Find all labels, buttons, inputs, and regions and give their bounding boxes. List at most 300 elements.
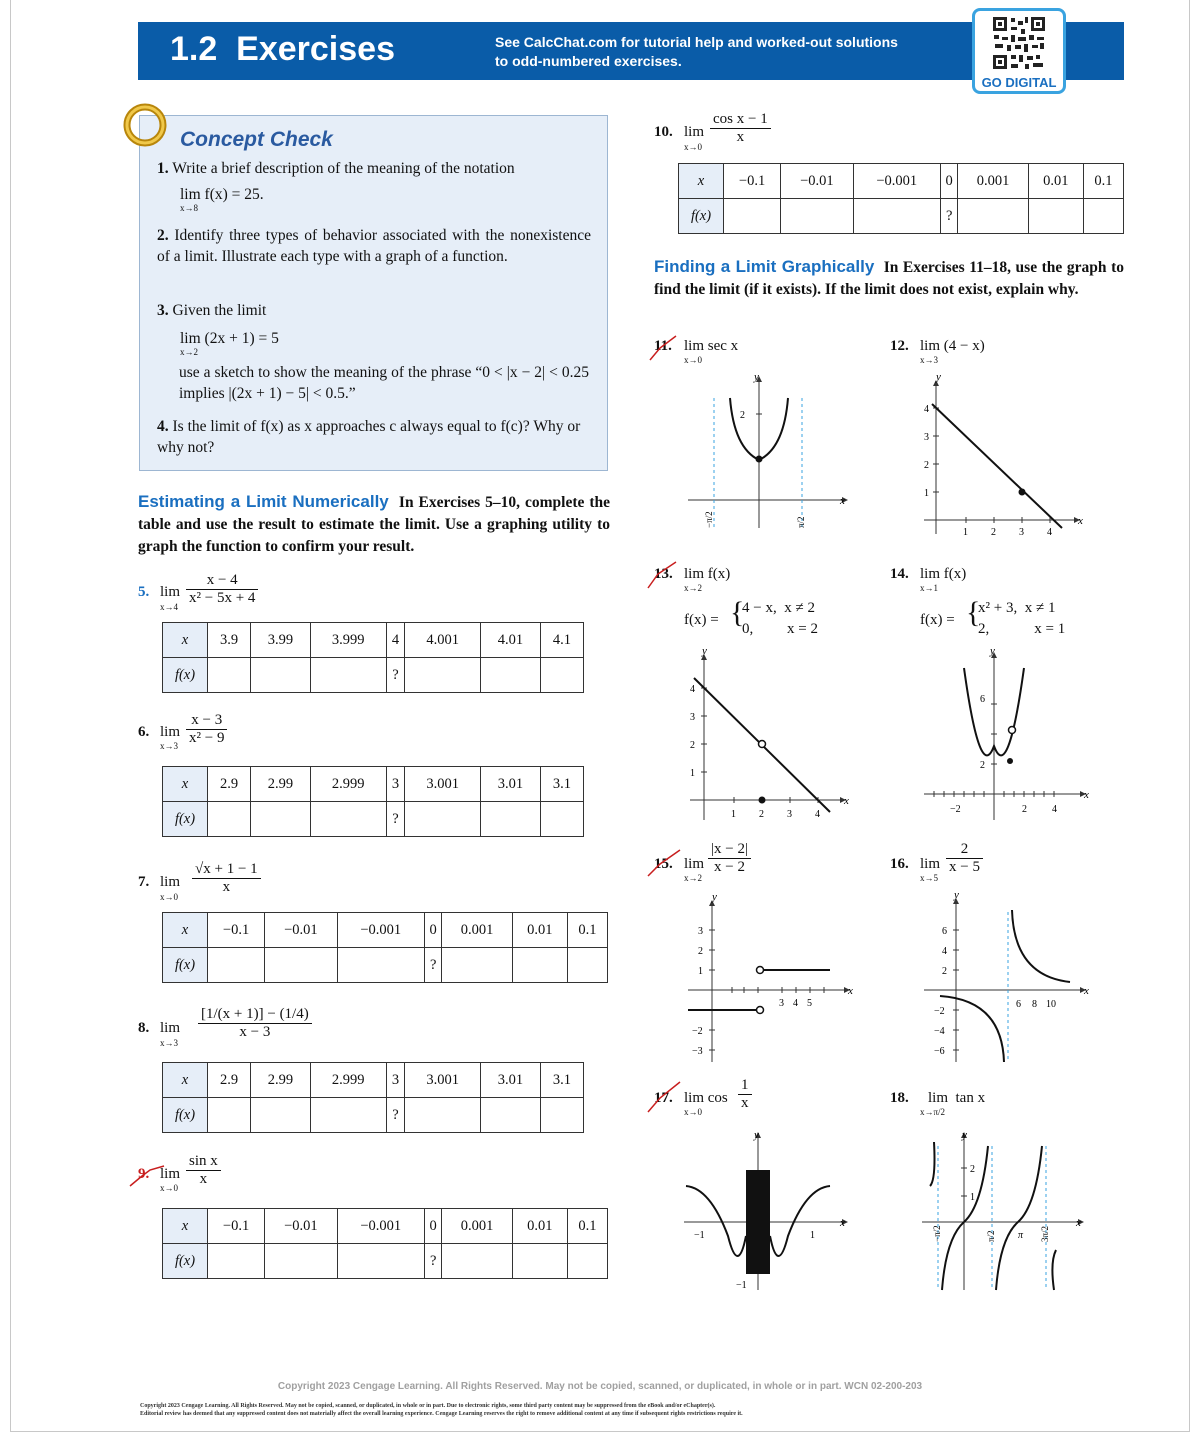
concept-check-ring-icon [123, 103, 167, 147]
fx-cell[interactable] [337, 948, 425, 983]
x-cell: 3 [386, 767, 405, 802]
e6-denominator: x² − 9 [189, 730, 225, 746]
lim-text: lim [920, 566, 941, 582]
tick-label: 4 [815, 809, 820, 820]
table-row [679, 199, 1124, 234]
x-cell: 0.1 [1083, 164, 1123, 199]
open-point [759, 741, 766, 748]
y-axis-label: y [936, 371, 941, 383]
exercise-8-table [162, 1062, 584, 1133]
x-cell: 4 [386, 623, 405, 658]
x-cell: 2.9 [208, 1063, 251, 1098]
fx-cell[interactable] [337, 1244, 425, 1279]
table-row [163, 1244, 608, 1279]
fx-cell[interactable] [481, 658, 541, 693]
y-axis-label: y [754, 371, 759, 383]
graph-15 [684, 892, 860, 1064]
q1-math-text: lim f(x) = 25. [180, 186, 264, 203]
exercise-11-expr [684, 338, 738, 355]
tick-label: −1 [694, 1230, 705, 1241]
x-cell: −0.01 [781, 164, 853, 199]
fx-cell[interactable] [265, 1244, 337, 1279]
fx-cell-unknown: ? [386, 802, 405, 837]
row-label-x: x [679, 164, 724, 199]
tick-label: 4 [1052, 804, 1057, 815]
fx-cell[interactable] [208, 1098, 251, 1133]
cos-curve-left [686, 1186, 746, 1256]
e10-denominator: x [736, 129, 745, 145]
tick-label: 2 [698, 946, 703, 957]
x-cell: 0.001 [442, 913, 512, 948]
exercise-6-sub: x→3 [160, 741, 178, 751]
x-cell: 3.99 [251, 623, 311, 658]
exercise-10-sub: x→0 [684, 142, 702, 152]
fx-cell[interactable] [567, 1244, 607, 1279]
fx-cell[interactable] [512, 948, 567, 983]
x-cell: 0 [425, 1209, 442, 1244]
q2-text: Identify three types of behavior associated with the nonexistence of a limit. Illustrate each type with a graph of a function. [157, 227, 591, 265]
fx-cell[interactable] [540, 802, 583, 837]
fx-cell-unknown: ? [941, 199, 958, 234]
tick-label: 1 [690, 768, 695, 779]
tick-label: 3 [787, 809, 792, 820]
exercise-10-fraction [710, 111, 771, 146]
exercise-9-number: 9. [138, 1166, 150, 1182]
x-cell: 0.01 [512, 1209, 567, 1244]
fx-cell[interactable] [405, 1098, 481, 1133]
e5-denominator: x² − 5x + 4 [189, 590, 256, 606]
q2-number: 2. [157, 227, 169, 244]
fx-cell[interactable] [1028, 199, 1083, 234]
x-cell: 3.1 [540, 767, 583, 802]
hyperbola-left [940, 996, 1004, 1062]
exercise-11-number: 11. [654, 338, 672, 354]
brace-icon: { [730, 596, 745, 629]
x-cell: 0.01 [1028, 164, 1083, 199]
e5-numerator: x − 4 [186, 572, 258, 590]
fx-cell[interactable] [405, 658, 481, 693]
tick-label: 3 [698, 926, 703, 937]
exercise-10-lim: lim [684, 124, 705, 140]
x-cell: 3.01 [481, 1063, 541, 1098]
table-row [163, 913, 608, 948]
exercise-12-number: 12. [890, 338, 909, 354]
brace-icon: { [966, 596, 981, 629]
row-label-x: x [163, 767, 208, 802]
tick-label: −π/2 [932, 1225, 942, 1242]
e9-denominator: x [199, 1171, 208, 1187]
graph-18 [918, 1126, 1094, 1294]
open-point [757, 1007, 764, 1014]
exercise-7-table [162, 912, 608, 983]
table-row [163, 658, 584, 693]
x-cell: −0.01 [265, 1209, 337, 1244]
exercise-5-lim: lim [160, 584, 181, 600]
exercise-6-number: 6. [138, 724, 150, 740]
exercise-17-sub: x→0 [684, 1107, 702, 1117]
x-cell: 4.001 [405, 623, 481, 658]
q1-text: Write a brief description of the meaning of the notation [172, 160, 515, 177]
q3-math-sub: x→2 [180, 347, 198, 357]
e16-numerator: 2 [946, 841, 983, 859]
x-axis-label: x [840, 1217, 845, 1229]
exercise-16-lim: lim [920, 856, 941, 872]
x-axis-label: x [1078, 515, 1083, 527]
tick-label: 2 [942, 966, 947, 977]
exercise-11-sub: x→0 [684, 355, 702, 365]
exercise-6-fraction [186, 712, 227, 747]
row-label-fx: f(x) [163, 948, 208, 983]
exercise-13-definition: f(x) = [684, 612, 719, 628]
q3-math: lim (2x + 1) = 5 [180, 330, 279, 347]
exercise-5-sub: x→4 [160, 602, 178, 612]
go-digital-badge[interactable] [972, 8, 1066, 94]
exercise-16-fraction [946, 841, 983, 876]
fx-cell[interactable] [208, 948, 265, 983]
expr-text: f(x) [707, 566, 731, 582]
fx-cell[interactable] [208, 802, 251, 837]
expr-text: f(x) [943, 566, 967, 582]
tick-label: 8 [1032, 999, 1037, 1010]
concept-q4 [157, 416, 591, 458]
x-cell: −0.01 [265, 913, 337, 948]
fx-cell[interactable] [251, 658, 311, 693]
tick-label: 4 [690, 684, 695, 695]
e8-denominator: x − 3 [239, 1024, 271, 1040]
qr-code-icon [991, 15, 1047, 71]
concept-check-heading: Concept Check [180, 128, 333, 151]
exercise-8-sub: x→3 [160, 1038, 178, 1048]
y-axis-label: y [754, 1129, 759, 1141]
open-point [1009, 727, 1016, 734]
note-line-2: to odd-numbered exercises. [495, 53, 682, 69]
copyright-fine-print [140, 1402, 1070, 1418]
oscillation-band [746, 1170, 770, 1274]
exercise-15-number: 15. [654, 856, 673, 872]
x-cell: 4.1 [540, 623, 583, 658]
fx-cell[interactable] [405, 802, 481, 837]
line-graph [932, 404, 1062, 528]
tick-label: −1 [736, 1280, 747, 1291]
q3-text: Given the limit [172, 302, 267, 319]
x-axis-label: x [1084, 985, 1089, 997]
tick-label: −4 [934, 1026, 945, 1037]
x-cell: 3.01 [481, 767, 541, 802]
graph-13 [680, 648, 860, 828]
tick-label: −2 [692, 1026, 703, 1037]
fine-print-line-1: Copyright 2023 Cengage Learning. All Rights Reserved. May not be copied, scanned, or duplicated, in whole or in part. Due to electronic rights, some third party content may be suppressed from the eBook and/or eChapter(s). [140, 1403, 716, 1409]
section-number: 1.2 [170, 30, 218, 68]
x-cell: −0.1 [724, 164, 781, 199]
concept-q1 [157, 158, 577, 179]
fx-cell[interactable] [853, 199, 941, 234]
q3-text-2: use a sketch to show the meaning of the phrase “0 < |x − 2| < 0.25 implies |(2x + 1) − 5| < 0.5.” [179, 364, 589, 402]
tick-label: 6 [1016, 999, 1021, 1010]
concept-q3 [157, 300, 266, 321]
row-label-fx: f(x) [163, 1098, 208, 1133]
tick-label: 2 [690, 740, 695, 751]
fx-cell-unknown: ? [425, 1244, 442, 1279]
fx-cell-unknown: ? [386, 1098, 405, 1133]
x-cell: 2.999 [310, 767, 386, 802]
x-cell: 0.001 [958, 164, 1028, 199]
fx-cell[interactable] [442, 1244, 512, 1279]
numeric-section-heading: Estimating a Limit Numerically [138, 492, 389, 511]
y-axis-label: y [954, 892, 959, 901]
tick-label: −π/2 [704, 511, 714, 528]
graph-14 [920, 648, 1100, 828]
fx-cell[interactable] [265, 948, 337, 983]
tick-label: 2 [991, 527, 996, 538]
x-axis-label: x [840, 495, 845, 507]
x-cell: 3.001 [405, 767, 481, 802]
fx-cell[interactable] [1083, 199, 1123, 234]
tick-label: 2 [924, 460, 929, 471]
fx-cell[interactable] [958, 199, 1028, 234]
case-1: 4 − x, x ≠ 2 [742, 600, 815, 616]
exercise-17-fraction [738, 1077, 752, 1112]
x-cell: −0.001 [337, 913, 425, 948]
exercise-13-number: 13. [654, 566, 673, 582]
graphic-section-text: In Exercises 11–18, use the graph to find the limit (if it exists). If the limit does not exist, explain why. [654, 259, 1124, 298]
graphic-section-intro [654, 256, 1124, 301]
table-row [163, 623, 584, 658]
e7-denominator: x [222, 879, 231, 895]
x-cell: 0 [941, 164, 958, 199]
e8-numerator: [1/(x + 1)] − (1/4) [198, 1006, 312, 1024]
fx-cell[interactable] [310, 1098, 386, 1133]
fx-cell[interactable] [724, 199, 781, 234]
exercise-7-lim: lim [160, 874, 181, 890]
fx-cell-unknown: ? [425, 948, 442, 983]
x-cell: 3.9 [208, 623, 251, 658]
x-cell: −0.001 [337, 1209, 425, 1244]
graph-11 [684, 368, 854, 538]
row-label-fx: f(x) [163, 802, 208, 837]
exercise-15-lim: lim [684, 856, 705, 872]
exercise-14-definition: f(x) = [920, 612, 955, 628]
tick-label: 1 [731, 809, 736, 820]
x-cell: 2.9 [208, 767, 251, 802]
q1-math-sub: x→8 [180, 203, 198, 213]
tick-label: −3 [692, 1046, 703, 1057]
open-point [757, 967, 764, 974]
fx-cell[interactable] [567, 948, 607, 983]
lim-text: lim [920, 338, 941, 354]
graph-16 [920, 892, 1096, 1064]
x-cell: 0.1 [567, 913, 607, 948]
tick-label: 6 [980, 694, 985, 705]
exercise-17-number: 17. [654, 1090, 673, 1106]
fx-cell[interactable] [310, 658, 386, 693]
fx-cell[interactable] [540, 658, 583, 693]
x-cell: 3 [386, 1063, 405, 1098]
exercise-5-number: 5. [138, 584, 150, 600]
expr-text: (4 − x) [943, 338, 985, 354]
e15-denominator: x − 2 [714, 859, 745, 875]
tick-label: 5 [807, 998, 812, 1009]
exercise-15-fraction [708, 841, 751, 876]
e6-numerator: x − 3 [186, 712, 227, 730]
expr-text: tan x [955, 1090, 986, 1106]
fx-cell[interactable] [251, 802, 311, 837]
fx-cell[interactable] [442, 948, 512, 983]
fx-cell[interactable] [208, 658, 251, 693]
fx-cell[interactable] [481, 802, 541, 837]
tick-label: 1 [924, 488, 929, 499]
fx-cell[interactable] [310, 802, 386, 837]
tick-label: 3 [690, 712, 695, 723]
x-cell: 3.999 [310, 623, 386, 658]
row-label-x: x [163, 913, 208, 948]
exercise-13-sub: x→2 [684, 583, 702, 593]
x-cell: 4.01 [481, 623, 541, 658]
tick-label: π [1018, 1230, 1024, 1241]
row-label-x: x [163, 1063, 208, 1098]
x-cell: 0.1 [567, 1209, 607, 1244]
check-mark-icon [644, 560, 680, 592]
exercise-6-lim: lim [160, 724, 181, 740]
fx-cell[interactable] [251, 1098, 311, 1133]
exercise-16-number: 16. [890, 856, 909, 872]
exercise-5-fraction [186, 572, 258, 607]
exercise-8-fraction [198, 1006, 312, 1041]
fx-cell[interactable] [512, 1244, 567, 1279]
table-row [163, 1063, 584, 1098]
tick-label: 6 [942, 926, 947, 937]
fine-print-line-2: Editorial review has deemed that any suppressed content does not materially affect the overall learning experience. Cengage Learning reserves the right to remove additional content at any time if subsequent rights restrictions require it. [140, 1411, 743, 1417]
numeric-section-text: In Exercises 5–10, complete the table and use the result to estimate the limit. Use a graphing utility to graph the function to confirm your result. [138, 494, 610, 555]
hyperbola-right [1012, 910, 1070, 982]
tick-label: −6 [934, 1046, 945, 1057]
row-label-x: x [163, 623, 208, 658]
exercise-9-fraction [186, 1153, 221, 1188]
table-row [163, 802, 584, 837]
exercise-5-table [162, 622, 584, 693]
exercise-14-number: 14. [890, 566, 909, 582]
exercise-7-sub: x→0 [160, 892, 178, 902]
exercise-16-sub: x→5 [920, 873, 938, 883]
fx-cell[interactable] [481, 1098, 541, 1133]
copyright-line: Copyright 2023 Cengage Learning. All Rights Reserved. May not be copied, scanned, or duplicated, in whole or in part. WCN 02-200-203 [277, 1381, 923, 1392]
row-label-x: x [163, 1209, 208, 1244]
exercise-10-table [678, 163, 1124, 234]
fx-cell[interactable] [208, 1244, 265, 1279]
fx-cell[interactable] [540, 1098, 583, 1133]
e10-numerator: cos x − 1 [710, 111, 771, 129]
e16-denominator: x − 5 [949, 859, 980, 875]
point [759, 797, 766, 804]
x-cell: −0.1 [208, 1209, 265, 1244]
x-axis-label: x [1084, 789, 1089, 801]
fx-cell-unknown: ? [386, 658, 405, 693]
point [1007, 758, 1013, 764]
exercise-18-number: 18. [890, 1090, 909, 1106]
tick-label: 2 [970, 1164, 975, 1175]
table-row [163, 1209, 608, 1244]
graph-12 [914, 368, 1094, 540]
tick-label: 2 [1022, 804, 1027, 815]
point [756, 456, 763, 463]
case-2: 0, x = 2 [742, 621, 818, 637]
row-label-fx: f(x) [163, 1244, 208, 1279]
table-row [163, 767, 584, 802]
tick-label: 2 [980, 760, 985, 771]
exercise-17-expr [684, 1090, 728, 1107]
row-label-fx: f(x) [679, 199, 724, 234]
exercise-12-sub: x→3 [920, 355, 938, 365]
page-title [170, 30, 395, 69]
x-cell: 0.01 [512, 913, 567, 948]
tick-label: 4 [924, 404, 929, 415]
tick-label: 1 [698, 966, 703, 977]
fx-cell[interactable] [781, 199, 853, 234]
exercise-14-expr [920, 566, 966, 583]
x-cell: −0.001 [853, 164, 941, 199]
numeric-section-intro [138, 491, 610, 558]
exercise-7-number: 7. [138, 874, 150, 890]
exercise-6-table [162, 766, 584, 837]
tick-label: −2 [934, 1006, 945, 1017]
exercise-9-sub: x→0 [160, 1183, 178, 1193]
check-mark-icon [644, 846, 684, 880]
exercise-18-sub: x→π/2 [920, 1107, 946, 1117]
lim-text: lim [684, 566, 705, 582]
graph-17 [680, 1126, 860, 1294]
y-axis-label: y [990, 648, 995, 657]
go-digital-label: GO DIGITAL [981, 75, 1057, 90]
e7-numerator: √x + 1 − 1 [192, 861, 261, 879]
tick-label: 4 [793, 998, 798, 1009]
tick-label: 2 [759, 809, 764, 820]
table-row [163, 1098, 584, 1133]
tick-label: 10 [1046, 999, 1056, 1010]
tick-label: 3 [779, 998, 784, 1009]
tick-label: 3 [1019, 527, 1024, 538]
tick-label: 1 [963, 527, 968, 538]
x-cell: 2.99 [251, 767, 311, 802]
x-cell: 3.1 [540, 1063, 583, 1098]
graphic-section-heading: Finding a Limit Graphically [654, 257, 875, 276]
exercise-7-fraction [192, 861, 261, 896]
lim-text: lim [684, 1090, 705, 1106]
lim-text: lim [684, 338, 705, 354]
q1-math [180, 184, 264, 205]
exercise-12-expr [920, 338, 985, 355]
tick-label: 3 [924, 432, 929, 443]
tick-label: π/2 [796, 516, 806, 528]
y-axis-label: y [712, 892, 717, 903]
check-mark-icon [644, 1078, 684, 1116]
row-label-fx: f(x) [163, 658, 208, 693]
x-cell: 0 [425, 913, 442, 948]
tick-label: 4 [1047, 527, 1052, 538]
tan-branch [996, 1146, 1042, 1290]
e9-numerator: sin x [186, 1153, 221, 1171]
tick-label: −2 [950, 804, 961, 815]
tick-label: 1 [970, 1192, 975, 1203]
exercise-9-table [162, 1208, 608, 1279]
x-cell: 0.001 [442, 1209, 512, 1244]
concept-q2 [157, 225, 591, 267]
tan-branch [930, 1142, 935, 1186]
exercise-9-lim: lim [160, 1166, 181, 1182]
check-mark-icon [646, 334, 680, 364]
e17-denominator: x [741, 1095, 749, 1111]
point [1019, 489, 1026, 496]
exercise-15-sub: x→2 [684, 873, 702, 883]
q4-number: 4. [157, 418, 169, 435]
